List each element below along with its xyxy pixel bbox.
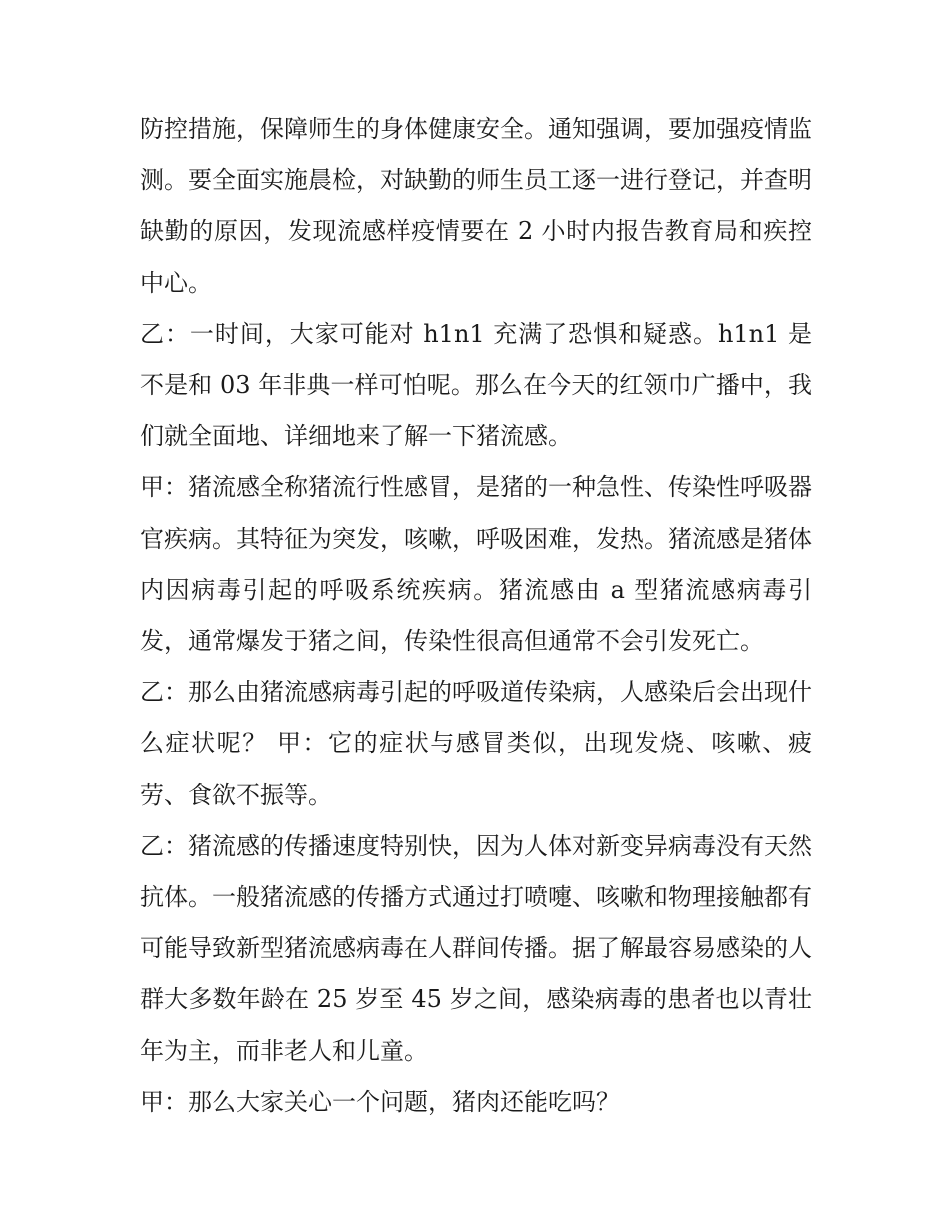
paragraph-dialogue-jia-1: 甲：猪流感全称猪流行性感冒，是猪的一种急性、传染性呼吸器官疾病。其特征为突发，咳嗽，呼吸困难，发热。猪流感是猪体内因病毒引起的呼吸系统疾病。猪流感由 a 型猪流感病毒引发，通常爆发于猪之间，传染性很高但通常不会引发死亡。 [140,473,812,656]
paragraph-dialogue-yi-3: 乙：猪流感的传播速度特别快，因为人体对新变异病毒没有天然抗体。一般猪流感的传播方式通过打喷嚏、咳嗽和物理接触都有可能导致新型猪流感病毒在人群间传播。据了解最容易感染的人群大多数年龄在 25 岁至 45 岁之间，感染病毒的患者也以青壮年为主，而非老人和儿童。 [140,831,812,1065]
document-body [140,104,812,1128]
paragraph-notice: 防控措施，保障师生的身体健康安全。通知强调，要加强疫情监测。要全面实施晨检，对缺勤的师生员工逐一进行登记，并查明缺勤的原因，发现流感样疫情要在 2 小时内报告教育局和疾控中心。 [140,115,812,297]
paragraph-dialogue-yi-2: 乙：那么由猪流感病毒引起的呼吸道传染病，人感染后会出现什么症状呢？ 甲：它的症状与感冒类似，出现发烧、咳嗽、疲劳、食欲不振等。 [140,678,812,809]
paragraph-dialogue-yi-1: 乙：一时间，大家可能对 h1n1 充满了恐惧和疑惑。h1n1 是不是和 03 年非典一样可怕呢。那么在今天的红领巾广播中，我们就全面地、详细地来了解一下猪流感。 [140,319,812,451]
paragraph-dialogue-jia-2: 甲：那么大家关心一个问题，猪肉还能吃吗？ [140,1087,620,1116]
